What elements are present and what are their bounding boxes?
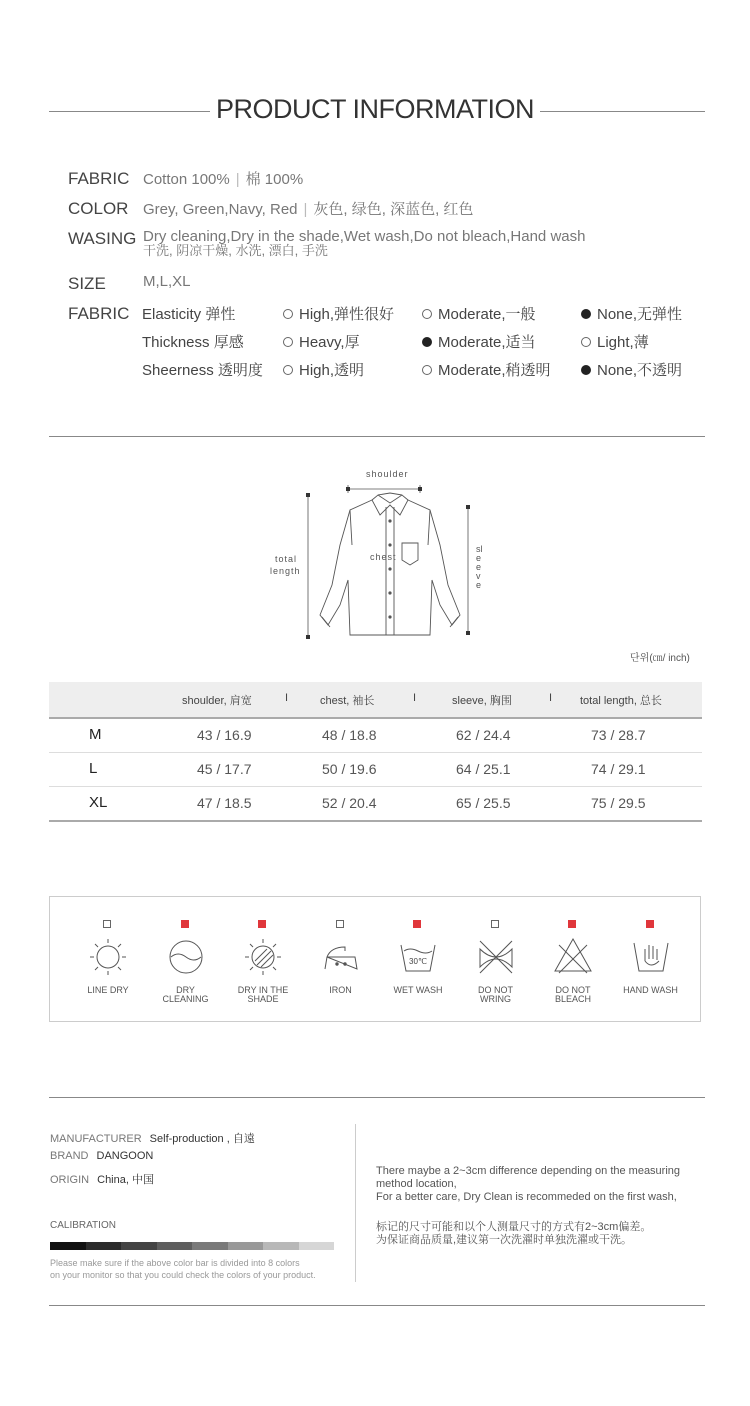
note-cn-line-1: 标记的尺寸可能和以个人测量尺寸的方式有2~3cm偏差。 — [376, 1221, 652, 1233]
empty-circle-icon — [422, 365, 432, 375]
empty-circle-icon — [283, 337, 293, 347]
calibration-swatch — [50, 1242, 86, 1250]
care-label-line-1: IRON — [329, 985, 352, 995]
table-row — [49, 753, 702, 787]
care-label — [225, 986, 301, 1004]
wash-en: Dry cleaning,Dry in the shade,Wet wash,Do not bleach,Hand wash — [143, 228, 586, 245]
fabric-value — [143, 168, 303, 189]
footer-top-rule — [49, 1097, 705, 1098]
fabric-prop-option-label: None,不透明 — [597, 362, 683, 379]
fabric-prop-option — [283, 303, 394, 324]
calibration-note-line-2: on your monitor so that you could check the colors of your product. — [50, 1270, 316, 1280]
filled-circle-icon — [581, 309, 591, 319]
care-label — [70, 986, 146, 995]
care-label — [613, 986, 689, 995]
care-label — [303, 986, 379, 995]
care-item — [225, 897, 301, 1023]
care-label-line-1: DO NOT — [478, 985, 513, 995]
measurement-cell: 43 / 16.9 — [197, 727, 252, 743]
care-label-line-1: WET WASH — [393, 985, 443, 995]
fabric-prop-option — [422, 359, 551, 380]
calibration-bar — [50, 1242, 334, 1250]
color-en: Grey, Green,Navy, Red — [143, 201, 298, 218]
note-en-line-2: method location, — [376, 1178, 457, 1190]
care-item — [148, 897, 224, 1023]
fabric-prop-option — [283, 359, 364, 380]
size-value: M,L,XL — [143, 273, 191, 290]
fabric-prop-option — [422, 303, 536, 324]
header-shoulder: shoulder, 肩宽 — [182, 695, 252, 707]
care-item — [303, 897, 379, 1023]
care-label-line-2: SHADE — [247, 994, 279, 1004]
header-total-length: total length, 总长 — [580, 695, 662, 707]
fabric-prop-option-label: Moderate,一般 — [438, 306, 536, 323]
origin-label: ORIGIN — [50, 1174, 90, 1186]
measurement-cell: 62 / 24.4 — [456, 727, 511, 743]
wash-label: WASING — [68, 229, 137, 248]
care-item — [70, 897, 146, 1023]
color-cn: 灰色, 绿色, 深蓝色, 红色 — [313, 201, 474, 218]
fabric-prop-option — [422, 331, 536, 352]
care-label-line-2: CLEANING — [162, 994, 209, 1004]
fabric-props-label: FABRIC — [68, 304, 130, 323]
measurement-cell: 48 / 18.8 — [322, 727, 377, 743]
brand-value: DANGOON — [96, 1150, 154, 1162]
measurement-cell: 50 / 19.6 — [322, 761, 377, 777]
header-sleeve: sleeve, 胸围 — [452, 695, 512, 707]
care-label — [458, 986, 534, 1004]
care-label-line-2: BLEACH — [554, 994, 591, 1004]
measurement-cell: 52 / 20.4 — [322, 795, 377, 811]
care-item — [458, 897, 534, 1023]
fabric-en: Cotton 100% — [143, 171, 230, 188]
care-label-line-2: WRING — [480, 994, 511, 1004]
header-separator: I — [285, 692, 289, 704]
fabric-prop-option-label: High,透明 — [299, 362, 365, 379]
measurement-cell: 74 / 29.1 — [591, 761, 646, 777]
page-title: PRODUCT INFORMATION — [0, 94, 750, 125]
footer-divider — [355, 1124, 356, 1282]
calibration-note — [50, 1257, 316, 1281]
fabric-prop-name: Sheerness 透明度 — [142, 362, 263, 379]
measurement-cell: 64 / 25.1 — [456, 761, 511, 777]
color-label: COLOR — [68, 199, 129, 218]
manufacturer-value: Self-production , 自遠 — [149, 1133, 255, 1145]
fabric-prop-option-label: None,无弹性 — [597, 306, 683, 323]
fabric-prop-option — [581, 331, 649, 352]
empty-circle-icon — [283, 309, 293, 319]
unchecked-box-icon — [336, 920, 344, 928]
fabric-prop-option — [283, 331, 360, 352]
empty-circle-icon — [581, 337, 591, 347]
note-cn-line-2: 为保证商品质量,建议第一次洗濯时单独洗濯或干洗。 — [376, 1234, 633, 1246]
fabric-prop-option-label: Light,薄 — [597, 334, 649, 351]
header-separator: I — [549, 692, 553, 704]
size-cell: L — [89, 760, 98, 777]
calibration-swatch — [121, 1242, 157, 1250]
manufacturer-row — [50, 1130, 255, 1146]
measurement-cell: 75 / 29.5 — [591, 795, 646, 811]
checked-box-icon — [646, 920, 654, 928]
empty-circle-icon — [283, 365, 293, 375]
unit-label: 단위(㎝/ inch) — [630, 653, 690, 664]
measurement-cell: 73 / 28.7 — [591, 727, 646, 743]
checked-box-icon — [181, 920, 189, 928]
separator: | — [303, 201, 308, 218]
origin-value: China, 中国 — [97, 1174, 154, 1186]
fabric-prop-option-label: Moderate,稍透明 — [438, 362, 551, 379]
measurement-note-cn — [376, 1221, 651, 1247]
dry-in-shade-icon — [243, 937, 283, 977]
care-label-line-1: DO NOT — [555, 985, 591, 995]
brand-row — [50, 1150, 153, 1162]
manufacturer-label: MANUFACTURER — [50, 1133, 142, 1145]
care-label-line-1: LINE DRY — [87, 985, 129, 995]
note-en-line-3: For a better care, Dry Clean is recommeded on the first wash, — [376, 1191, 677, 1203]
chest-label: chest — [370, 552, 397, 562]
shoulder-label: shoulder — [366, 469, 409, 479]
separator: | — [235, 171, 240, 188]
checked-box-icon — [568, 920, 576, 928]
checked-box-icon — [258, 920, 266, 928]
measurement-cell: 47 / 18.5 — [197, 795, 252, 811]
calibration-swatch — [86, 1242, 122, 1250]
empty-circle-icon — [422, 309, 432, 319]
care-item — [535, 897, 611, 1023]
do-not-bleach-icon — [553, 937, 593, 977]
fabric-prop-name: Thickness 厚感 — [142, 334, 244, 351]
brand-label: BRAND — [50, 1150, 89, 1162]
note-en-line-1: There maybe a 2~3cm difference depending on the measuring — [376, 1165, 681, 1177]
section-divider — [49, 436, 705, 437]
measurement-cell: 65 / 25.5 — [456, 795, 511, 811]
care-label-line-1: HAND WASH — [623, 985, 678, 995]
size-table-header — [49, 682, 702, 719]
calibration-swatch — [299, 1242, 335, 1250]
calibration-swatch — [192, 1242, 228, 1250]
table-row — [49, 719, 702, 753]
wash-temperature: 30℃ — [409, 957, 427, 966]
care-item — [613, 897, 689, 1023]
fabric-prop-option-label: Heavy,厚 — [299, 334, 360, 351]
total-length-label-1: total — [275, 554, 298, 564]
wet-wash-icon — [398, 937, 438, 977]
care-item — [380, 897, 456, 1023]
unchecked-box-icon — [491, 920, 499, 928]
size-cell: M — [89, 726, 102, 743]
origin-row — [50, 1171, 154, 1187]
care-label — [148, 986, 224, 1004]
filled-circle-icon — [422, 337, 432, 347]
care-instructions — [49, 896, 701, 1022]
measurement-cell: 45 / 17.7 — [197, 761, 252, 777]
header-separator: I — [413, 692, 417, 704]
size-label: SIZE — [68, 274, 106, 293]
filled-circle-icon — [581, 365, 591, 375]
care-label-line-1: DRY — [176, 985, 195, 995]
line-dry-icon — [88, 937, 128, 977]
fabric-label: FABRIC — [68, 169, 130, 188]
dry-cleaning-icon — [166, 937, 206, 977]
wash-cn: 干洗, 阴凉干燥, 水洗, 漂白, 手洗 — [143, 243, 328, 258]
calibration-note-line-1: Please make sure if the above color bar is divided into 8 colors — [50, 1258, 300, 1268]
color-value — [143, 198, 473, 219]
calibration-swatch — [228, 1242, 264, 1250]
hand-wash-icon — [631, 937, 671, 977]
checked-box-icon — [413, 920, 421, 928]
size-cell: XL — [89, 794, 108, 811]
care-label-line-1: DRY IN THE — [237, 985, 289, 995]
unchecked-box-icon — [103, 920, 111, 928]
fabric-prop-option — [581, 303, 682, 324]
iron-icon — [321, 937, 361, 977]
sleeve-label: sleeve — [476, 544, 483, 590]
fabric-prop-option-label: Moderate,适当 — [438, 334, 536, 351]
fabric-prop-name: Elasticity 弹性 — [142, 306, 236, 323]
fabric-prop-option-label: High,弹性很好 — [299, 306, 395, 323]
calibration-swatch — [263, 1242, 299, 1250]
table-row — [49, 787, 702, 822]
fabric-cn: 棉 100% — [245, 171, 304, 188]
total-length-label-2: length — [270, 566, 301, 576]
fabric-prop-option — [581, 359, 682, 380]
calibration-swatch — [157, 1242, 193, 1250]
care-label — [380, 986, 456, 995]
footer-bottom-rule — [49, 1305, 705, 1306]
measurement-note-en — [376, 1165, 680, 1204]
do-not-wring-icon — [476, 937, 516, 977]
care-label — [535, 986, 611, 1004]
header-chest: chest, 袖长 — [320, 695, 375, 707]
calibration-label: CALIBRATION — [50, 1220, 116, 1231]
